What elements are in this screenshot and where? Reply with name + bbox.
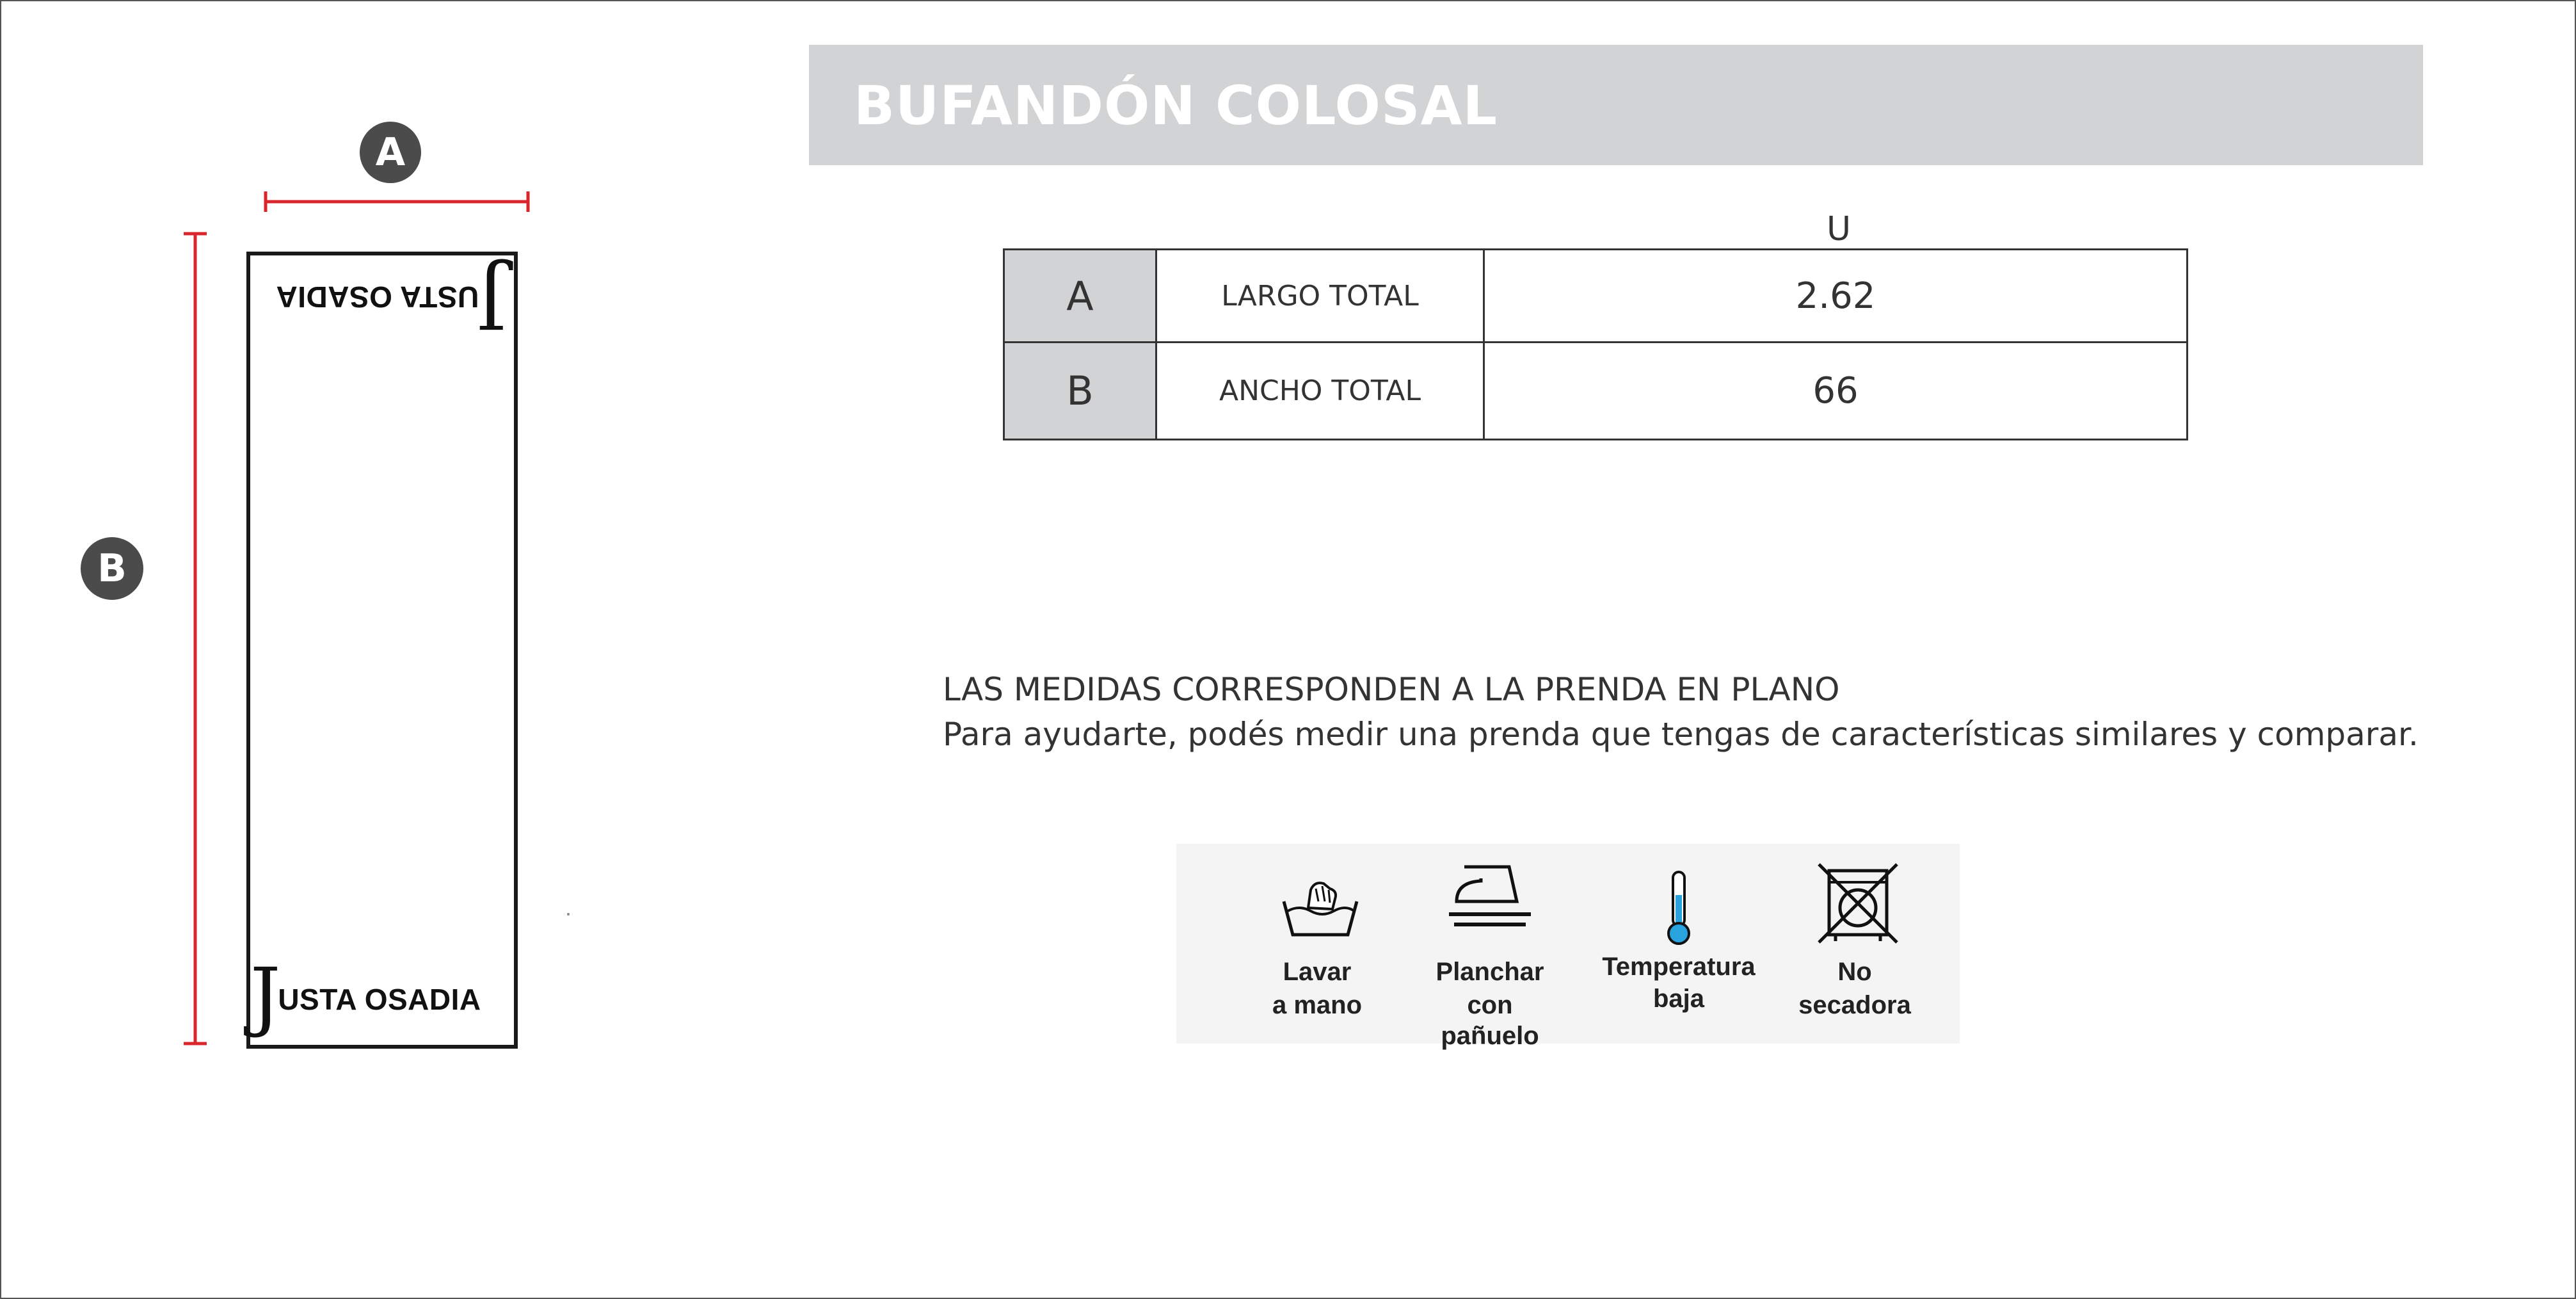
care-item-iron <box>1420 844 1560 1050</box>
care-label-line1: No <box>1837 958 1872 986</box>
care-label-line1: Temperatura <box>1602 953 1756 981</box>
brand-logo-text: USTA OSADIA <box>278 983 481 1016</box>
brand-logo-bottom <box>250 951 481 1040</box>
care-label-line1: Planchar <box>1436 958 1544 986</box>
row-letter: A <box>1005 250 1157 341</box>
product-title: BUFANDÓN COLOSAL <box>854 74 1498 137</box>
care-item-no-dryer <box>1791 844 1919 1044</box>
care-instructions-panel <box>1176 844 1960 1050</box>
marker-b: B <box>81 537 143 600</box>
stray-dot <box>567 913 570 916</box>
hand-wash-icon <box>1279 876 1362 940</box>
table-row <box>1005 250 2186 343</box>
brand-logo-j-icon: J <box>250 951 281 1040</box>
care-label-line2: con pañuelo <box>1441 991 1539 1050</box>
measurement-table <box>1003 248 2188 440</box>
care-label-line1: Lavar <box>1283 958 1352 986</box>
care-label-line2: baja <box>1652 985 1705 1013</box>
column-header-u: U <box>1826 210 1852 248</box>
scarf-outline <box>246 252 518 1049</box>
care-label-line2: secadora <box>1798 991 1911 1019</box>
care-item-low-temperature <box>1599 844 1759 1044</box>
row-name: ANCHO TOTAL <box>1157 343 1485 439</box>
iron-icon <box>1445 863 1535 940</box>
measure-note-help: Para ayudarte, podés medir una prenda que tengas de características similares y comparar. <box>943 716 2419 753</box>
row-value: 66 <box>1812 370 1859 412</box>
care-label-line2: a mano <box>1272 991 1363 1019</box>
marker-a: A <box>360 122 421 183</box>
table-row <box>1005 343 2186 439</box>
length-dimension-line <box>182 230 208 1050</box>
width-dimension-line <box>259 189 534 214</box>
title-bar <box>809 45 2423 165</box>
brand-logo-top <box>276 257 507 345</box>
thermometer-icon <box>1663 869 1695 946</box>
brand-logo-text: USTA OSADIA <box>276 280 479 314</box>
row-letter: B <box>1005 343 1157 439</box>
row-name: LARGO TOTAL <box>1157 250 1485 341</box>
no-tumble-dry-icon <box>1816 862 1900 945</box>
row-value: 2.62 <box>1795 275 1876 317</box>
care-item-hand-wash <box>1253 844 1381 1044</box>
measure-note-heading: LAS MEDIDAS CORRESPONDEN A LA PRENDA EN PLANO <box>943 671 1840 708</box>
brand-logo-j-icon: J <box>476 257 507 345</box>
